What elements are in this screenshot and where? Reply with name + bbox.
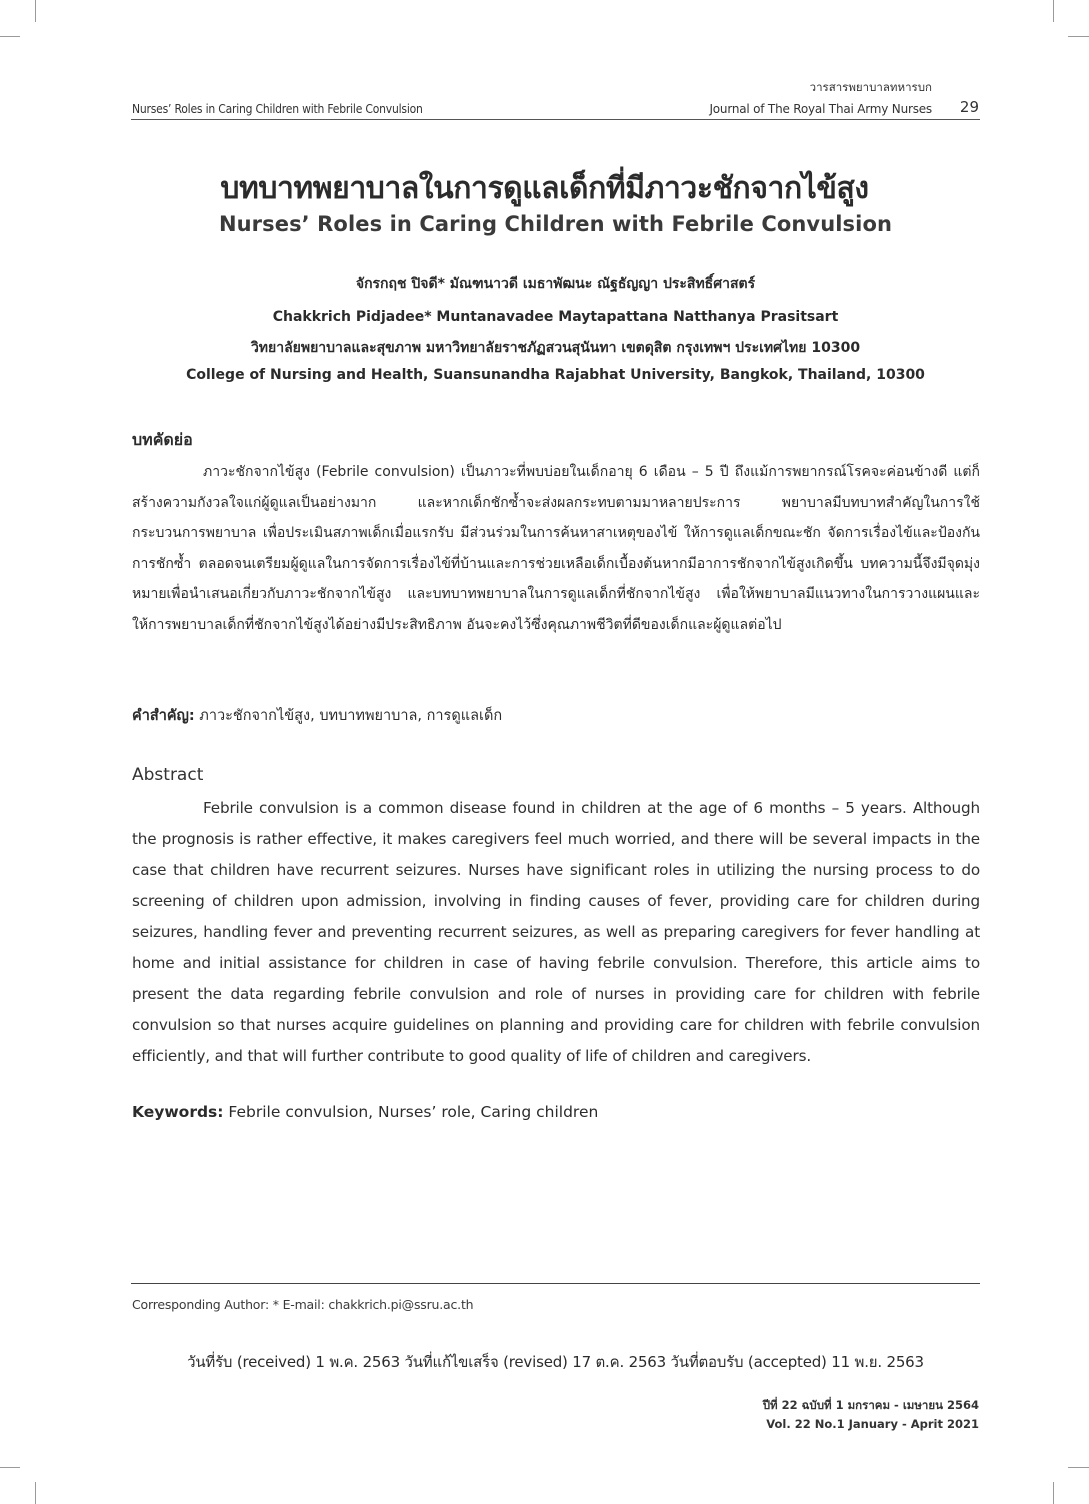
keywords-en-values: Febrile convulsion, Nurses’ role, Caring children bbox=[223, 1103, 599, 1121]
abstract-en-body: Febrile convulsion is a common disease found in children at the age of 6 months – 5 years. Although the prognosis is rather effective, it makes caregivers feel much worried, and there will be several impacts in the case that children have recurrent seizures. Nurses have significant roles in utilizing the nursing process to do screening of children upon admission, involving in finding causes of fever, providing care for children during seizures, handling fever and preventing recurrent seizures, as well as preparing caregivers for fever handling at home and initial assistance for children in case of having febrile convulsion. Therefore, this article aims to present the data regarding febrile convulsion and role of nurses in providing care for children with febrile convulsion so that nurses acquire guidelines on planning and providing care for children with febrile convulsion efficiently, and that will further contribute to good quality of life of children and caregivers. bbox=[132, 799, 980, 1065]
keywords-thai-values: ภาวะชักจากไข้สูง, บทบาทพยาบาล, การดูแลเด็ก bbox=[194, 708, 503, 724]
title-thai: บทบาทพยาบาลในการดูแลเด็กที่มีภาวะชักจากไข้สูง bbox=[220, 171, 869, 206]
keywords-en bbox=[132, 1103, 598, 1121]
issue-info-en: Vol. 22 No.1 January - Aprit 2021 bbox=[766, 1417, 979, 1431]
abstract-thai-body: ภาวะชักจากไข้สูง (Febrile convulsion) เป็นภาวะที่พบบ่อยในเด็กอายุ 6 เดือน – 5 ปี ถึงแม้การพยากรณ์โรคจะค่อนข้างดี แต่ก็สร้างความกังวลใจแก่ผู้ดูแลเป็นอย่างมาก และหากเด็กชักซ้ำจะส่งผลกระทบตามมาหลายประการ พยาบาลมีบทบาทสำคัญในการใช้กระบวนการพยาบาล เพื่อประเมินสภาพเด็กเมื่อแรกรับ มีส่วนร่วมในการค้นหาสาเหตุของไข้ ให้การดูแลเด็กขณะชัก จัดการเรื่องไข้และป้องกันการชักซ้ำ ตลอดจนเตรียมผู้ดูแลในการจัดการเรื่องไข้ที่บ้านและการช่วยเหลือเด็กเบื้องต้นหากมีอาการชักจากไข้สูงเกิดขึ้น บทความนี้จึงมีจุดมุ่งหมายเพื่อนำเสนอเกี่ยวกับภาวะชักจากไข้สูง และบทบาทพยาบาลในการดูแลเด็กที่ชักจากไข้สูง เพื่อให้พยาบาลมีแนวทางในการวางแผนและให้การพยาบาลเด็กที่ชักจากไข้สูงได้อย่างมีประสิทธิภาพ อันจะคงไว้ซึ่งคุณภาพชีวิตที่ดีของเด็กและผู้ดูแลต่อไป bbox=[132, 464, 980, 633]
issue-info-thai: ปีที่ 22 ฉบับที่ 1 มกราคม - เมษายน 2564 bbox=[762, 1398, 979, 1412]
crop-mark-top-left-horizontal bbox=[0, 36, 20, 37]
crop-mark-bottom-left-horizontal bbox=[0, 1467, 20, 1468]
title-en: Nurses’ Roles in Caring Children with Febrile Convulsion bbox=[218, 212, 893, 236]
keywords-thai-label: คำสำคัญ: bbox=[132, 708, 195, 724]
page-number: 29 bbox=[959, 98, 979, 116]
running-header-journal-en: Journal of The Royal Thai Army Nurses bbox=[709, 102, 932, 116]
crop-mark-top-left-vertical bbox=[35, 0, 36, 22]
running-header-article-title: Nurses’ Roles in Caring Children with Febrile Convulsion bbox=[132, 102, 423, 116]
running-header bbox=[131, 78, 980, 120]
crop-mark-top-right-vertical bbox=[1053, 0, 1054, 22]
corresponding-author-note: Corresponding Author: * E-mail: chakkrich.pi@ssru.ac.th bbox=[132, 1297, 474, 1312]
affiliation-en: College of Nursing and Health, Suansunandha Rajabhat University, Bangkok, Thailand, 10300 bbox=[186, 367, 925, 383]
keywords-en-label: Keywords: bbox=[132, 1103, 224, 1121]
footnote-divider bbox=[131, 1283, 980, 1284]
crop-mark-bottom-right-horizontal bbox=[1068, 1467, 1089, 1468]
authors-en: Chakkrich Pidjadee* Muntanavadee Maytapattana Natthanya Prasitsart bbox=[272, 309, 839, 325]
keywords-thai bbox=[132, 704, 502, 727]
submission-dates: วันที่รับ (received) 1 พ.ค. 2563 วันที่แก้ไขเสร็จ (revised) 17 ต.ค. 2563 วันที่ตอบรับ (accepted) 11 พ.ย. 2563 bbox=[187, 1353, 924, 1371]
crop-mark-bottom-right-vertical bbox=[1053, 1482, 1054, 1504]
running-header-journal-thai: วารสารพยาบาลทหารบก bbox=[809, 80, 932, 94]
crop-mark-bottom-left-vertical bbox=[35, 1482, 36, 1504]
abstract-thai-heading: บทคัดย่อ bbox=[132, 430, 193, 449]
affiliation-thai: วิทยาลัยพยาบาลและสุขภาพ มหาวิทยาลัยราชภัฏสวนสุนันทา เขตดุสิต กรุงเทพฯ ประเทศไทย 10300 bbox=[250, 340, 861, 356]
abstract-en-heading: Abstract bbox=[132, 765, 204, 785]
authors-thai: จักรกฤช ปิจดี* มัณฑนาวดี เมธาพัฒนะ ณัฐธัญญา ประสิทธิ์ศาสตร์ bbox=[355, 276, 756, 292]
crop-mark-top-right-horizontal bbox=[1068, 36, 1089, 37]
